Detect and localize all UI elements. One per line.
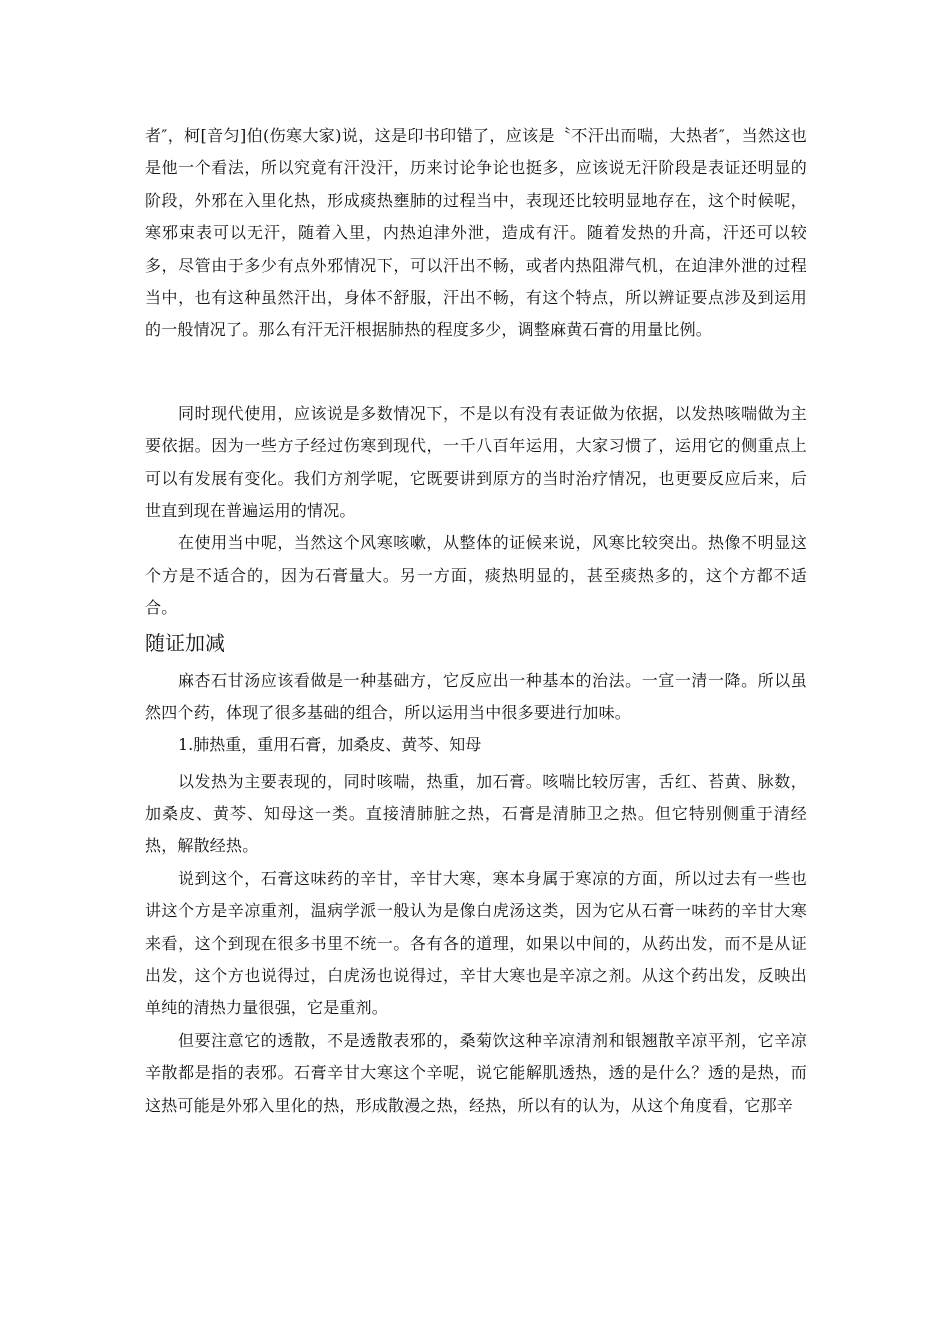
paragraph-item1-b: 说到这个，石膏这味药的辛甘，辛甘大寒，寒本身属于寒凉的方面，所以过去有一些也讲这个方是辛凉重剂，温病学派一般认为是像白虎汤这类，因为它从石膏一味药的辛甘大寒来看，这个到现在很多书里不统一。各有各的道理，如果以中间的，从药出发，而不是从证出发，这个方也说得过，白虎汤也说得过，辛甘大寒也是辛凉之剂。从这个药出发，反映出单纯的清热力量很强，它是重剂。 [145, 868, 807, 1018]
paragraph-item1-a: 以发热为主要表现的，同时咳喘，热重，加石膏。咳喘比较厉害，舌红、苔黄、脉数，加桑皮、黄芩、知母这一类。直接清肺脏之热，石膏是清肺卫之热。但它特别侧重于清经热，解散经热。 [145, 771, 807, 856]
document-body [145, 120, 807, 1122]
list-item-1: 1.肺热重，重用石膏，加桑皮、黄芩、知母 [178, 734, 482, 754]
paragraph-continued: 者″，柯[音匀]伯(伤寒大家)说，这是印书印错了，应该是〝不汗出而喘，大热者″，当然这也是他一个看法，所以究竟有汗没汗，历来讨论争论也挺多，应该说无汗阶段是表证还明显的阶段，外邪在入里化热，形成痰热壅肺的过程当中，表现还比较明显地存在，这个时候呢，寒邪束表可以无汗，随着入里，内热迫津外泄，造成有汗。随着发热的升高，汗还可以较多，尽管由于多少有点外邪情况下，可以汗出不畅，或者内热阻滞气机，在迫津外泄的过程当中，也有这种虽然汗出，身体不舒服，汗出不畅，有这个特点，所以辨证要点涉及到运用的一般情况了。那么有汗无汗根据肺热的程度多少，调整麻黄石膏的用量比例。 [145, 126, 807, 340]
paragraph-section-intro: 麻杏石甘汤应该看做是一种基础方，它反应出一种基本的治法。一宣一清一降。所以虽然四个药，体现了很多基础的组合，所以运用当中很多要进行加味。 [145, 670, 807, 723]
paragraph-modern-usage: 同时现代使用，应该说是多数情况下，不是以有没有表证做为依据，以发热咳喘做为主要依据。因为一些方子经过伤寒到现代，一千八百年运用，大家习惯了，运用它的侧重点上可以有发展有变化。我们方剂学呢，它既要讲到原方的当时治疗情况，也更要反应后来，后世直到现在普遍运用的情况。 [145, 403, 807, 521]
paragraph-item1-c: 但要注意它的透散，不是透散表邪的，桑菊饮这种辛凉清剂和银翘散辛凉平剂，它辛凉辛散都是指的表邪。石膏辛甘大寒这个辛呢，说它能解肌透热，透的是什么？透的是热，而这热可能是外邪入里化的热，形成散漫之热，经热，所以有的认为，从这个角度看，它那辛 [145, 1030, 807, 1115]
section-heading: 随证加减 [145, 630, 225, 655]
paragraph-usage-notes: 在使用当中呢，当然这个风寒咳嗽，从整体的证候来说，风寒比较突出。热像不明显这个方是不适合的，因为石膏量大。另一方面，痰热明显的，甚至痰热多的，这个方都不适合。 [145, 533, 807, 618]
